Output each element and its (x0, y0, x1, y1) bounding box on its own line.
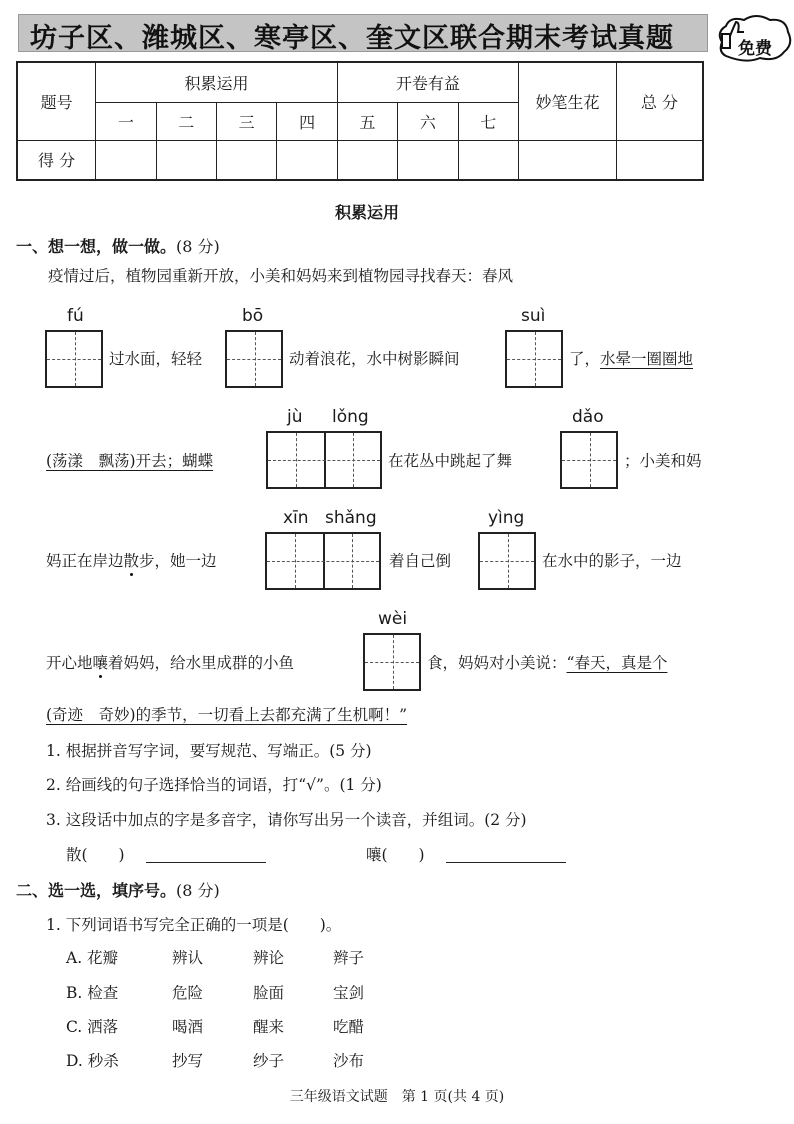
option-d-word-3: 纱子 (253, 1052, 285, 1070)
dotted-char-san: 散 (123, 552, 140, 570)
char-box-wei[interactable] (363, 633, 421, 691)
score-cell[interactable] (458, 140, 518, 180)
row-header-score: 得 分 (17, 140, 96, 180)
option-a-word-4: 辫子 (333, 949, 365, 967)
pinyin-fu: fú (67, 306, 84, 326)
score-cell[interactable] (337, 140, 397, 180)
q1-passage-line-1: 疫情过后，植物园重新开放，小美和妈妈来到植物园寻找春天：春风 (48, 267, 514, 285)
q1-line3-text-1: (荡漾 飘荡)开去；蝴蝶 (46, 452, 214, 470)
score-table (16, 61, 704, 181)
q1-sub-3: 3. 这段话中加点的字是多音字，请你写出另一个读音，并组词。(2 分) (46, 811, 527, 829)
option-d-word-4: 沙布 (333, 1052, 365, 1070)
char-box-ying[interactable] (478, 532, 536, 590)
option-c-word-4: 吃醋 (333, 1018, 365, 1036)
q2-sub-1: 1. 下列词语书写完全正确的一项是( )。 (46, 916, 342, 934)
score-cell[interactable] (156, 140, 216, 180)
q1-title (16, 234, 220, 257)
q1-line2-text-2: 动着浪花，水中树影瞬间 (289, 350, 460, 368)
q1-line3-text-3: ；小美和妈 (624, 452, 702, 470)
score-cell[interactable] (96, 140, 156, 180)
polyphone-san-blank[interactable]: 散( ) (66, 846, 125, 864)
pinyin-ju: jù (287, 407, 303, 427)
q1-title-text: 一、想一想，做一做。 (16, 237, 177, 256)
q1-line5-text-2: 食，妈妈对小美说：“春天，真是个 (427, 654, 668, 672)
underlined-sentence-2: “春天，真是个 (566, 654, 668, 672)
pinyin-bo: bō (242, 306, 264, 326)
q1-line4-text-3: 在水中的影子，一边 (542, 552, 682, 570)
option-c-label[interactable]: C. 洒落 (66, 1018, 119, 1036)
char-box-fu[interactable] (45, 330, 103, 388)
char-box-sui[interactable] (505, 330, 563, 388)
free-badge-label: 免费 (738, 39, 772, 59)
option-d-label[interactable]: D. 秒杀 (66, 1052, 119, 1070)
q1-sub-2: 2. 给画线的句子选择恰当的词语，打“√”。(1 分) (46, 776, 382, 794)
group-header-reading: 开卷有益 (337, 62, 518, 102)
pinyin-wei: wèi (378, 609, 408, 629)
question-number-6: 六 (398, 102, 458, 140)
option-c-word-2: 喝酒 (172, 1018, 204, 1036)
char-box-bo[interactable] (225, 330, 283, 388)
option-b-word-2: 危险 (172, 984, 204, 1002)
pinyin-xin: xīn (283, 508, 309, 528)
page-footer: 三年级语文试题 第 1 页(共 4 页) (289, 1089, 505, 1105)
q1-line6: (奇迹 奇妙)的季节，一切看上去都充满了生机啊！” (46, 706, 408, 724)
option-c-word-3: 醒来 (253, 1018, 285, 1036)
polyphone-san-word-line[interactable] (146, 862, 266, 863)
pinyin-sui: suì (521, 306, 546, 326)
score-cell[interactable] (398, 140, 458, 180)
question-number-4: 四 (277, 102, 337, 140)
q1-sub-1: 1. 根据拼音写字词，要写规范、写端正。(5 分) (46, 742, 372, 760)
underlined-sentence: 水晕一圈圈地 (600, 350, 694, 368)
pinyin-long: lǒng (332, 407, 369, 427)
col-header-total: 总 分 (616, 62, 703, 140)
score-cell[interactable] (616, 140, 703, 180)
q1-line4-text-1: 妈正在岸边散步，她一边 (46, 552, 217, 570)
q2-title-text: 二、选一选，填序号。 (16, 881, 177, 900)
option-b-word-4: 宝剑 (333, 984, 365, 1002)
question-number-3: 三 (216, 102, 276, 140)
question-number-1: 一 (96, 102, 156, 140)
word-box-xinshang[interactable] (265, 532, 381, 590)
option-d-word-2: 抄写 (172, 1052, 204, 1070)
section-title: 积累运用 (334, 203, 399, 222)
option-a-word-3: 辨论 (253, 949, 285, 967)
option-a-word-2: 辨认 (172, 949, 204, 967)
q1-line2-text-3: 了，水晕一圈圈地 (569, 350, 694, 368)
group-header-accumulation: 积累运用 (96, 62, 338, 102)
dotted-char-rang: 嚷 (92, 654, 109, 672)
q2-title (16, 878, 220, 901)
q1-line5-text-1: 开心地嚷着妈妈，给水里成群的小鱼 (46, 654, 295, 672)
question-number-5: 五 (337, 102, 397, 140)
option-b-label[interactable]: B. 检查 (66, 984, 119, 1002)
polyphone-rang-blank[interactable]: 嚷( ) (366, 846, 425, 864)
q1-line4-text-2: 着自己倒 (389, 552, 452, 570)
score-cell[interactable] (277, 140, 337, 180)
q1-points: (8 分) (176, 237, 220, 256)
score-cell[interactable] (216, 140, 276, 180)
q1-line3-text-2: 在花丛中跳起了舞 (388, 452, 513, 470)
question-number-7: 七 (458, 102, 518, 140)
q1-line2-text-1: 过水面，轻轻 (109, 350, 203, 368)
col-header-writing: 妙笔生花 (519, 62, 617, 140)
q2-points: (8 分) (176, 881, 220, 900)
pinyin-shang: shǎng (325, 508, 377, 528)
score-cell[interactable] (519, 140, 617, 180)
polyphone-rang-word-line[interactable] (446, 862, 566, 863)
word-box-julong[interactable] (266, 431, 382, 489)
question-number-2: 二 (156, 102, 216, 140)
option-b-word-3: 脸面 (253, 984, 285, 1002)
exam-title: 坊子区、潍城区、寒亭区、奎文区联合期末考试真题 (30, 23, 674, 54)
pinyin-dao: dǎo (572, 407, 604, 427)
char-box-dao[interactable] (560, 431, 618, 489)
col-header-question-number: 题号 (17, 62, 96, 140)
pinyin-ying: yìng (488, 508, 525, 528)
option-a-label[interactable]: A. 花瓣 (66, 949, 119, 967)
